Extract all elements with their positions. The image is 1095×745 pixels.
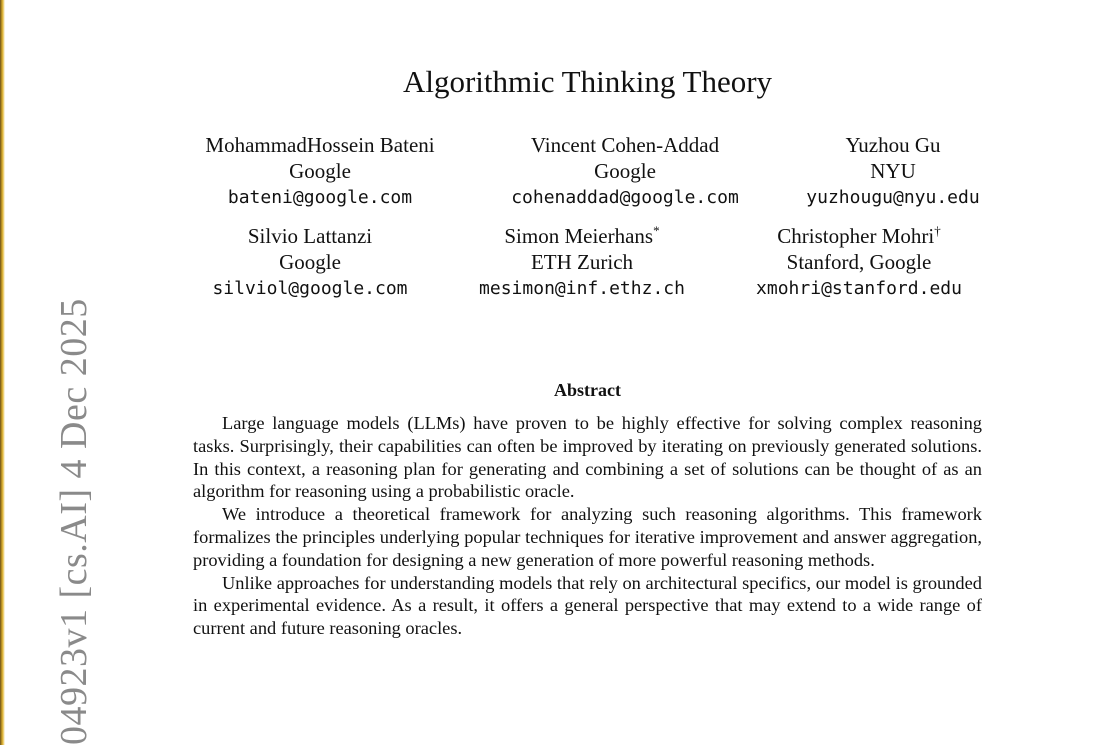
- author-block: [475, 132, 775, 212]
- author-email: cohenaddad@google.com: [511, 187, 739, 208]
- author-block: [180, 223, 440, 303]
- author-affiliation: NYU: [870, 159, 916, 183]
- author-name: MohammadHossein Bateni: [205, 133, 435, 157]
- author-name: Christopher Mohri†: [777, 223, 941, 248]
- author-affiliation: ETH Zurich: [530, 250, 634, 274]
- viewer-left-edge: [0, 0, 5, 745]
- author-block: [160, 132, 480, 212]
- author-email: bateni@google.com: [227, 187, 413, 208]
- author-name: Simon Meierhans*: [504, 223, 660, 248]
- author-affiliation: Google: [594, 159, 656, 183]
- abstract-heading: Abstract: [554, 380, 621, 400]
- author-email: mesimon@inf.ethz.ch: [479, 278, 685, 299]
- author-name: Vincent Cohen-Addad: [530, 133, 720, 157]
- abstract-paragraph: Unlike approaches for understanding models that rely on architectural specifics, our model is grounded in experimental evidence. As a result, it offers a general perspective that may extend to a wide range of current and future reasoning oracles.: [193, 572, 982, 639]
- author-affiliation: Stanford, Google: [786, 250, 932, 274]
- author-email: yuzhougu@nyu.edu: [806, 187, 980, 208]
- author-email: xmohri@stanford.edu: [756, 278, 962, 299]
- author-email: silviol@google.com: [212, 278, 408, 299]
- author-block: [729, 223, 989, 303]
- author-affiliation: Google: [279, 250, 341, 274]
- author-block: [773, 132, 1013, 212]
- arxiv-stamp: 04923v1 [cs.AI] 4 Dec 2025: [53, 298, 95, 745]
- paper-title: Algorithmic Thinking Theory: [402, 64, 773, 99]
- author-affiliation: Google: [289, 159, 351, 183]
- author-name: Yuzhou Gu: [845, 133, 941, 157]
- abstract-paragraph: We introduce a theoretical framework for analyzing such reasoning algorithms. This framework formalizes the principles underlying popular techniques for iterative improvement and answer aggregation, providing a foundation for designing a new generation of more powerful reasoning methods.: [193, 504, 982, 570]
- author-block: [447, 223, 717, 303]
- author-name: Silvio Lattanzi: [247, 224, 373, 248]
- abstract-body: [193, 412, 982, 640]
- abstract-paragraph: Large language models (LLMs) have proven to be highly effective for solving complex reasoning tasks. Surprisingly, their capabilities can often be improved by iterating on previously generated solutions. In this context, a reasoning plan for generating and combining a set of solutions can be thought of as an algorithm for reasoning using a probabilistic oracle.: [193, 413, 982, 502]
